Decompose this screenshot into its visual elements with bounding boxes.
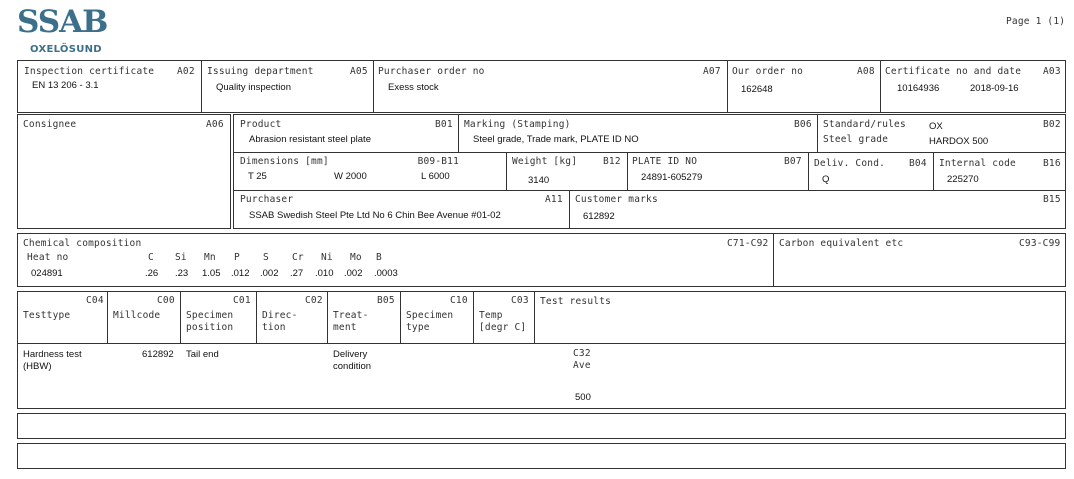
specimen-position-header-2: position [186,322,234,333]
element-B: B [376,252,382,263]
element-Mo: Mo [350,252,362,263]
dimension-thickness: T 25 [248,171,267,182]
issuing-department-value: Quality inspection [216,82,291,93]
purchaser-code: A11 [545,194,563,205]
steel-grade-label: Steel grade [823,134,889,145]
divider [880,60,881,113]
value-Mn: 1.05 [202,268,221,279]
certificate-number: 10164936 [897,83,940,94]
empty-box-1 [17,413,1066,439]
direction-header-2: tion [262,322,286,333]
specimen-type-header-1: Specimen [406,310,454,321]
testtype-code: C04 [86,295,104,306]
heat-no-value: 024891 [31,268,63,279]
product-code: B01 [435,119,453,130]
carbon-equivalent-label: Carbon equivalent etc [779,238,904,249]
divider [180,291,181,343]
divider [107,291,108,343]
issuing-department-code: A05 [350,66,368,77]
testtype-value-1: Hardness test [23,349,82,360]
empty-box-2 [17,443,1066,469]
divider [569,190,570,229]
standard-label: Standard/rules [823,119,906,130]
inspection-certificate-value: EN 13 206 - 3.1 [32,80,99,91]
specimen-position-value: Tail end [186,349,219,360]
divider [727,60,728,113]
element-P: P [234,252,240,263]
dimension-length: L 6000 [421,171,450,182]
treatment-header-1: Treat- [333,310,369,321]
marking-label: Marking (Stamping) [464,119,571,130]
carbon-equivalent-code: C93-C99 [1019,238,1061,249]
certificate-date: 2018-09-16 [970,83,1019,94]
element-Cr: Cr [292,252,304,263]
divider [400,291,401,343]
consignee-box [17,114,231,229]
ssab-logo: SSAB [17,4,108,40]
element-C: C [148,252,154,263]
our-order-value: 162648 [741,84,773,95]
product-label: Product [240,119,282,130]
temperature-header-2: [degr C] [479,322,527,333]
steel-grade-value: HARDOX 500 [929,136,989,147]
weight-label: Weight [kg] [512,156,578,167]
specimen-type-header-2: type [406,322,430,333]
value-Cr: .27 [290,268,304,279]
treatment-value-1: Delivery [333,349,368,360]
logo-subtitle: OXELÖSUND [30,44,102,55]
value-Ni: .010 [315,268,334,279]
chemical-composition-code: C71-C92 [727,238,769,249]
divider [233,152,1066,153]
customer-marks-value: 612892 [583,211,615,222]
internal-code-value: 225270 [947,174,979,185]
our-order-code: A08 [857,66,875,77]
certificate-code: A03 [1043,66,1061,77]
element-S: S [263,252,269,263]
specimen-type-code: C10 [450,295,468,306]
purchaser-order-value: Exess stock [388,82,439,93]
result-ave-label: Ave [573,360,591,371]
delivery-condition-value: Q [822,174,830,185]
product-value: Abrasion resistant steel plate [249,134,371,145]
divider [458,114,459,152]
element-Si: Si [175,252,187,263]
divider [627,152,628,190]
dimension-width: W 2000 [334,171,367,182]
element-Mn: Mn [204,252,216,263]
divider [534,291,535,343]
marking-value: Steel grade, Trade mark, PLATE ID NO [473,134,639,145]
heat-no-label: Heat no [27,252,69,263]
plate-id-code: B07 [784,156,802,167]
specimen-position-header-1: Specimen [186,310,234,321]
page-number: Page 1 (1) [1006,16,1066,27]
inspection-certificate-code: A02 [177,66,195,77]
weight-value: 3140 [528,175,550,186]
divider [506,152,507,190]
millcode-code: C00 [157,295,175,306]
divider [473,291,474,343]
value-P: .012 [231,268,250,279]
divider [817,114,818,152]
our-order-label: Our order no [732,66,804,77]
divider [201,60,202,113]
temperature-header-1: Temp [479,310,503,321]
value-Mo: .002 [344,268,363,279]
divider [373,60,374,113]
millcode-value: 612892 [142,349,174,360]
delivery-condition-label: Deliv. Cond. [814,158,886,169]
millcode-header: Millcode [113,310,161,321]
result-value: 500 [575,392,591,403]
divider [773,233,774,287]
chemical-composition-label: Chemical composition [23,238,142,249]
customer-marks-code: B15 [1043,194,1061,205]
marking-code: B06 [794,119,812,130]
customer-marks-label: Customer marks [575,194,658,205]
value-S: .002 [260,268,279,279]
value-B: .0003 [374,268,398,279]
treatment-value-2: condition [333,361,372,372]
plate-id-label: PLATE ID NO [632,156,698,167]
value-C: .26 [145,268,159,279]
dimensions-label: Dimensions [mm] [240,156,329,167]
test-results-header: Test results [540,296,612,307]
purchaser-order-code: A07 [703,66,721,77]
standard-value: OX [929,121,943,132]
internal-code-label: Internal code [939,158,1016,169]
certificate-label: Certificate no and date [885,66,1022,77]
purchaser-label: Purchaser [240,194,294,205]
consignee-label: Consignee [23,119,77,130]
direction-header-1: Direc- [262,310,298,321]
treatment-code: B05 [377,295,395,306]
purchaser-order-label: Purchaser order no [378,66,485,77]
divider [17,343,1066,344]
value-Si: .23 [175,268,189,279]
testtype-header: Testtype [23,310,71,321]
divider [256,291,257,343]
purchaser-value: SSAB Swedish Steel Pte Ltd No 6 Chin Bee Avenue #01-02 [249,210,501,221]
divider [808,152,809,190]
weight-code: B12 [603,156,621,167]
result-code: C32 [573,348,591,359]
temperature-code: C03 [511,295,529,306]
divider [327,291,328,343]
dimensions-code: B09-B11 [417,156,459,167]
internal-code-code: B16 [1043,158,1061,169]
consignee-code: A06 [206,119,224,130]
plate-id-value: 24891-605279 [641,172,703,183]
element-Ni: Ni [321,252,333,263]
inspection-certificate-label: Inspection certificate [24,66,155,77]
direction-code: C02 [305,295,323,306]
issuing-department-label: Issuing department [207,66,314,77]
specimen-position-code: C01 [233,295,251,306]
treatment-header-2: ment [333,322,357,333]
delivery-condition-code: B04 [909,158,927,169]
standard-code: B02 [1043,119,1061,130]
test-table-box [17,291,1066,409]
divider [933,152,934,190]
divider [233,190,1066,191]
testtype-value-2: (HBW) [23,361,52,372]
